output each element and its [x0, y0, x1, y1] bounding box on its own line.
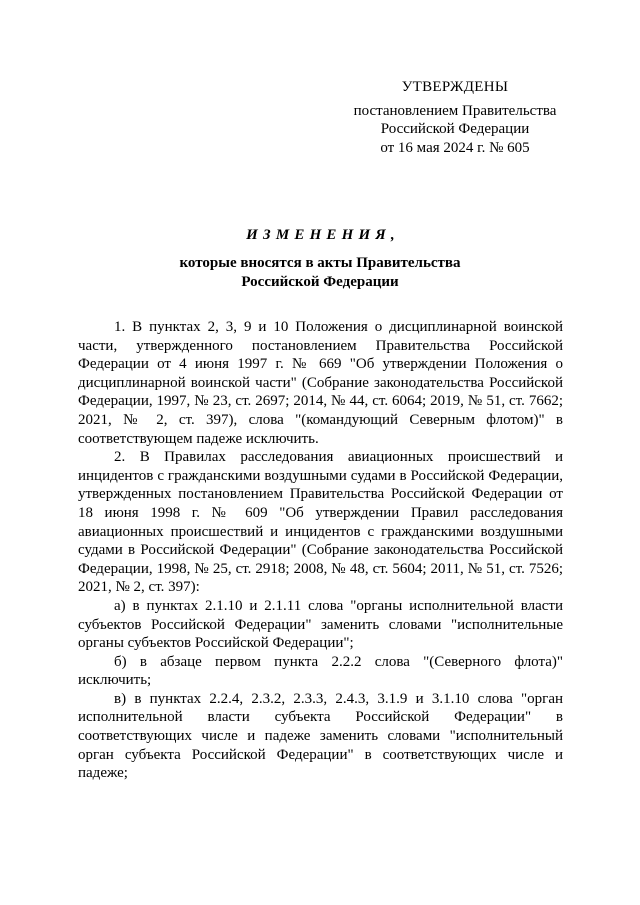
subparagraph-b: б) в абзаце первом пункта 2.2.2 слова "(Северного флота)" исключить;: [78, 653, 563, 689]
paragraph-item-2: 2. В Правилах расследования авиационных происшествий и инцидентов с гражданскими воздушными судами в Российской Федерации, утвержденных постановлением Правительства Российской Федерации от 18 июня 1998 г. № 609 "Об утверждении Правил расследования авиационных происшествий и инцидентов с гражданскими воздушными судами в Российской Федерации" (Собрание законодательства Российской Федерации, 1998, № 25, ст. 2918; 2008, № 48, ст. 5604; 2011, № 51, ст. 7526; 2021, № 2, ст. 397):: [78, 449, 563, 596]
approval-line: постановлением Правительства: [353, 102, 557, 119]
heading-subtitle-line: которые вносятся в акты Правительства: [179, 255, 461, 271]
paragraph-item-1: 1. В пунктах 2, 3, 9 и 10 Положения о дисциплинарной воинской части, утвержденного постановлением Правительства Российской Федерации от 4 июня 1997 г. № 669 "Об утверждении Положения о дисциплинарной воинской части" (Собрание законодательства Российской Федерации, 1997, № 23, ст. 2697; 2014, № 44, ст. 6064; 2019, № 51, ст. 7662; 2021, № 2, ст. 397), слова "(командующий Северным флотом)" в соответствующем падеже исключить.: [78, 319, 563, 447]
heading-title: ИЗМЕНЕНИЯ,: [246, 227, 400, 243]
approval-block: [330, 78, 580, 157]
approval-line: Российской Федерации: [380, 121, 530, 137]
document-heading: [60, 227, 580, 291]
heading-subtitle-line: Российской Федерации: [241, 273, 399, 290]
approval-title: УТВЕРЖДЕНЫ: [401, 79, 509, 95]
document-body: [78, 318, 563, 783]
subparagraph-a: а) в пунктах 2.1.10 и 2.1.11 слова "органы исполнительной власти субъектов Российской Федерации" заменить словами "исполнительные органы субъектов Российской Федерации";: [78, 597, 563, 652]
subparagraph-v: в) в пунктах 2.2.4, 2.3.2, 2.3.3, 2.4.3, 3.1.9 и 3.1.10 слова "орган исполнительной власти субъекта Российской Федерации" в соответствующих числе и падеже заменить словами "исполнительный орган субъекта Российской Федерации" в соответствующих числе и падеже;: [78, 690, 563, 782]
approval-date-line: от 16 мая 2024 г. № 605: [380, 139, 530, 156]
